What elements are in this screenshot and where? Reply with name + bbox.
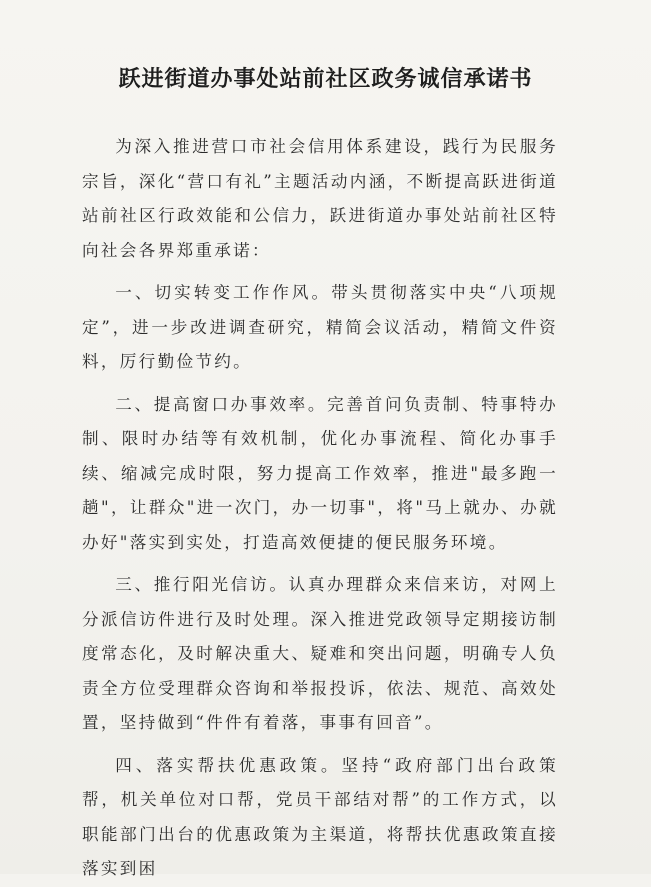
paragraph-commitment-1: 一、切实转变工作作风。带头贯彻落实中央“八项规定”，进一步改进调查研究，精简会议活动，精简文件资料，厉行勤俭节约。 [82, 283, 558, 371]
paragraph-intro: 为深入推进营口市社会信用体系建设，践行为民服务宗旨，深化“营口有礼”主题活动内涵，不断提高跃进街道站前社区行政效能和公信力，跃进街道办事处站前社区特向社会各界郑重承诺： [82, 137, 558, 260]
paragraph-commitment-3: 三、推行阳光信访。认真办理群众来信来访，对网上分派信访件进行及时处理。深入推进党政领导定期接访制度常态化，及时解决重大、疑难和突出问题，明确专人负责全方位受理群众咨询和举报投诉，依法、规范、高效处置，坚持做到“件件有着落，事事有回音”。 [82, 575, 558, 732]
document-title: 跃进街道办事处站前社区政务诚信承诺书 [118, 67, 533, 92]
paragraph-commitment-2: 二、提高窗口办事效率。完善首问负责制、特事特办制、限时办结等有效机制，优化办事流程、简化办事手续、缩减完成时限，努力提高工作效率，推进"最多跑一趟"，让群众"进一次门，办一切事"，将"马上就办、办就办好"落实到实处，打造高效便捷的便民服务环境。 [82, 394, 558, 552]
paragraph-commitment-4: 四、落实帮扶优惠政策。坚持“政府部门出台政策帮，机关单位对口帮，党员干部结对帮”的工作方式，以职能部门出台的优惠政策为主渠道，将帮扶优惠政策直接落实到困 [82, 755, 558, 878]
document-body [82, 130, 558, 887]
